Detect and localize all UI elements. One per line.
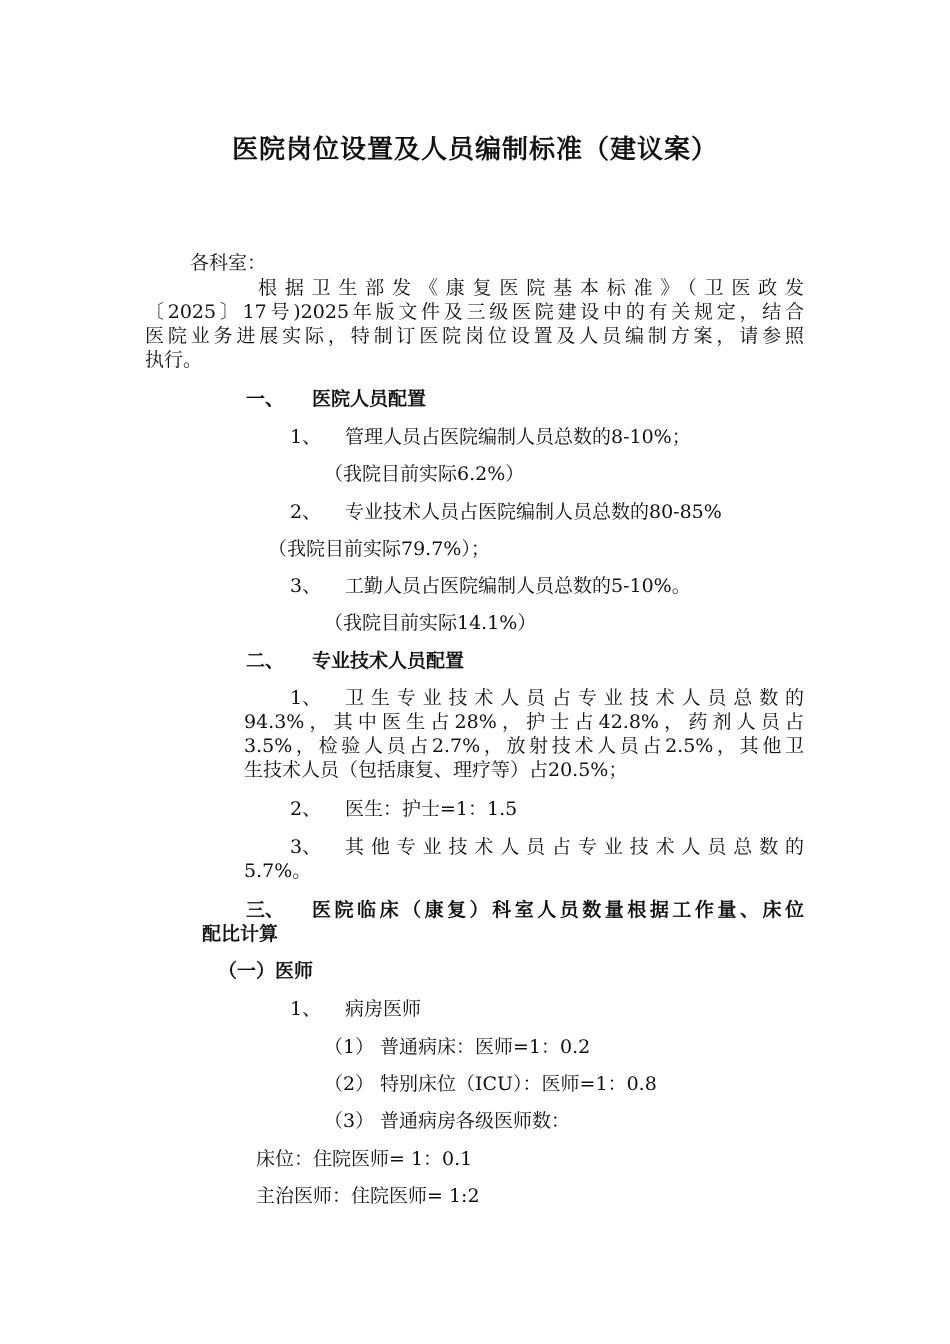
section-1-title: 医院人员配置	[312, 388, 427, 410]
section-3-title-line-2: 配比计算	[202, 923, 279, 945]
subsection-1-item-1	[290, 996, 421, 1022]
intro-line-1: 根据卫生部发《康复医院基本标准》（卫医政发	[258, 277, 804, 299]
section-2-item-1-line-2: 94.3%，其中医生占28%，护士占42.8%，药剂人员占	[244, 711, 804, 733]
item-number: 1、	[290, 998, 322, 1020]
section-1-item-1-note: （我院目前实际6.2%）	[324, 463, 525, 485]
section-1-item-2	[290, 499, 722, 525]
section-1-item-3	[290, 573, 691, 599]
point-text: 普通病床：医师=1：0.2	[380, 1036, 591, 1058]
item-number: 2、	[290, 798, 322, 820]
point-number: （2）	[324, 1073, 375, 1095]
point-text: 普通病房各级医师数：	[380, 1110, 571, 1132]
intro-line-4: 执行。	[145, 349, 203, 371]
section-2-item-1-number: 1、	[290, 687, 322, 709]
section-2-item-3-number: 3、	[290, 836, 322, 858]
section-2-item-2	[290, 796, 517, 822]
item-number: 3、	[290, 575, 322, 597]
section-1-item-3-note: （我院目前实际14.1%）	[324, 612, 537, 634]
subsection-1-point-2	[324, 1071, 657, 1097]
item-text: 专业技术人员占医院编制人员总数的80-85%	[345, 501, 722, 523]
section-2-title: 专业技术人员配置	[312, 650, 465, 672]
intro-line-2: 〔2025〕17号)2025年版文件及三级医院建设中的有关规定，结合	[145, 301, 804, 323]
subsection-1-point-3	[324, 1108, 570, 1134]
point-number: （3）	[324, 1110, 375, 1132]
point-number: （1）	[324, 1036, 375, 1058]
section-2-number: 二、	[246, 650, 285, 672]
subsection-1-heading: （一）医师	[218, 960, 314, 982]
section-3-number: 三、	[246, 899, 285, 921]
item-number: 1、	[290, 426, 322, 448]
document-title: 医院岗位设置及人员编制标准（建议案）	[231, 135, 718, 165]
item-text: 病房医师	[345, 998, 422, 1020]
ratio-bed-resident: 床位：住院医师= 1：0.1	[256, 1148, 473, 1170]
item-text: 工勤人员占医院编制人员总数的5-10%。	[345, 575, 691, 597]
item-number: 2、	[290, 501, 322, 523]
section-3-title-line-1: 医院临床（康复）科室人员数量根据工作量、床位	[312, 899, 804, 921]
ratio-attending-resident: 主治医师：住院医师= 1:2	[256, 1185, 480, 1207]
salutation: 各科室：	[190, 252, 267, 274]
section-2-heading	[246, 648, 464, 674]
section-2-item-1-line-4: 生技术人员（包括康复、理疗等）占20.5%；	[244, 759, 628, 781]
point-text: 特别床位（ICU）：医师=1：0.8	[380, 1073, 657, 1095]
section-2-item-3-line-1: 其他专业技术人员占专业技术人员总数的	[345, 836, 804, 858]
section-2-item-1-line-1: 卫生专业技术人员占专业技术人员总数的	[345, 687, 804, 709]
item-text: 管理人员占医院编制人员总数的8-10%；	[345, 426, 691, 448]
subsection-1-point-1	[324, 1034, 590, 1060]
section-2-item-1-line-3: 3.5%，检验人员占2.7%，放射技术人员占2.5%，其他卫	[244, 735, 804, 757]
intro-line-3: 医院业务进展实际，特制订医院岗位设置及人员编制方案，请参照	[145, 325, 804, 347]
section-1-heading	[246, 386, 426, 412]
item-text: 医生：护士=1：1.5	[345, 798, 518, 820]
section-1-number: 一、	[246, 388, 285, 410]
section-1-item-1	[290, 424, 691, 450]
section-2-item-3-line-2: 5.7%。	[244, 860, 312, 882]
section-1-item-2-note: （我院目前实际79.7%）；	[268, 538, 490, 560]
